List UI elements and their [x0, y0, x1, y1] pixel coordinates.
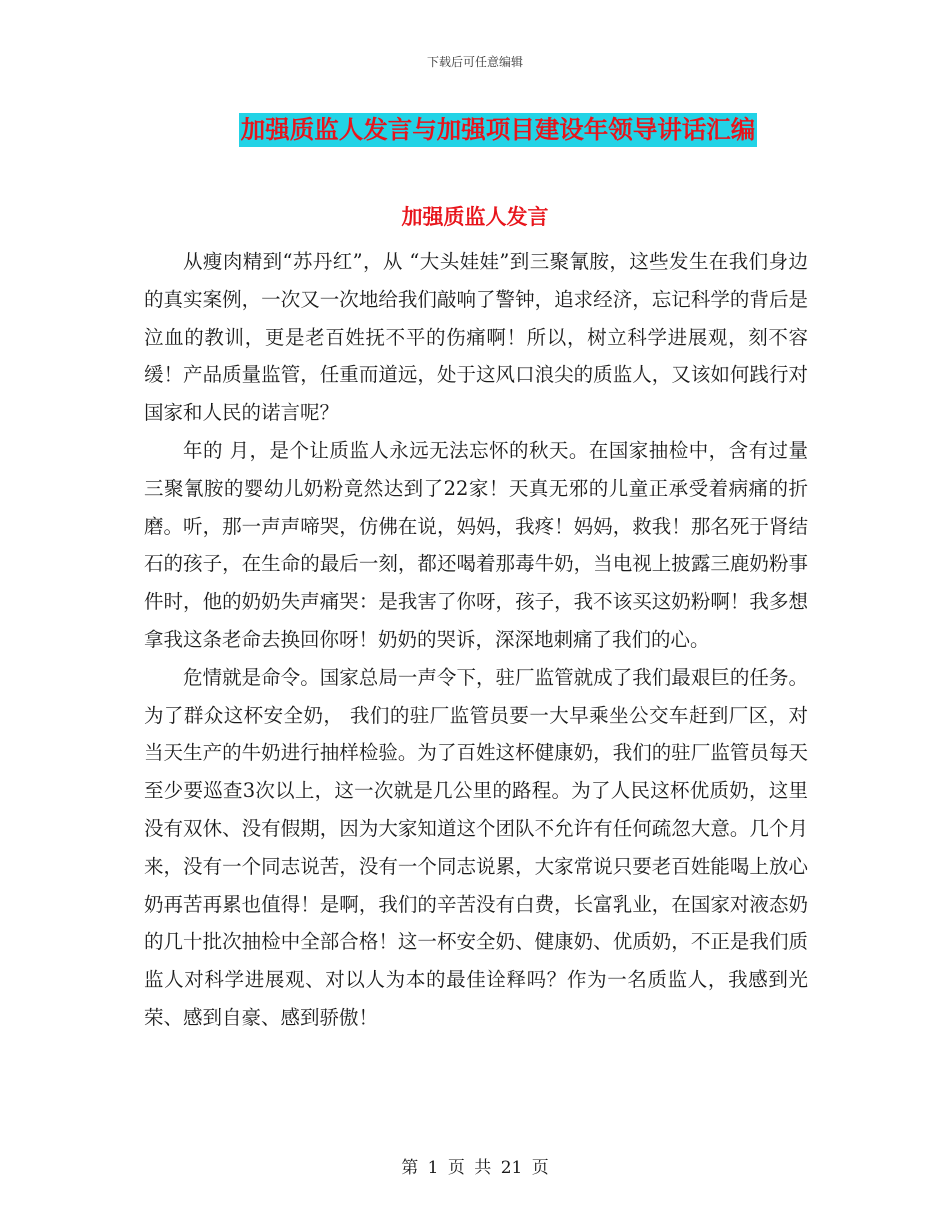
paragraph: 从瘦肉精到“苏丹红”，从 “大头娃娃”到三聚氰胺，这些发生在我们身边的真实案例，一次又一次地给我们敲响了警钟，追求经济，忘记科学的背后是泣血的教训，更是老百姓抚不平的伤痛啊！所以，树立科学进展观，刻不容缓！产品质量监管，任重而道远，处于这风口浪尖的质监人，又该如何践行对国家和人民的诺言呢？: [144, 250, 808, 425]
document-title: 加强质监人发言与加强项目建设年领导讲话汇编: [239, 113, 758, 147]
document-title-container: [0, 113, 950, 147]
paragraph: 危情就是命令。国家总局一声令下，驻厂监管就成了我们最艰巨的任务。为了群众这杯安全奶， 我们的驻厂监管员要一大早乘坐公交车赶到厂区，对当天生产的牛奶进行抽样检验。为了百姓这杯健康奶，我们的驻厂监管员每天至少要巡查3次以上，这一次就是几公里的路程。为了人民这杯优质奶，这里没有双休、没有假期，因为大家知道这个团队不允许有任何疏忽大意。几个月来，没有一个同志说苦，没有一个同志说累，大家常说只要老百姓能喝上放心奶再苦再累也值得！是啊，我们的辛苦没有白费，长富乳业，在国家对液态奶的几十批次抽检中全部合格！这一杯安全奶、健康奶、优质奶，不正是我们质监人对科学进展观、对以人为本的最佳诠释吗？作为一名质监人，我感到光荣、感到自豪、感到骄傲！: [144, 665, 808, 1029]
paragraph: 年的 月，是个让质监人永远无法忘怀的秋天。在国家抽检中，含有过量三聚氰胺的婴幼儿奶粉竟然达到了22家！天真无邪的儿童正承受着病痛的折磨。听，那一声声啼哭，仿佛在说，妈妈，我疼！妈妈，救我！那名死于肾结石的孩子，在生命的最后一刻，都还喝着那毒牛奶，当电视上披露三鹿奶粉事件时，他的奶奶失声痛哭：是我害了你呀，孩子，我不该买这奶粉啊！我多想拿我这条老命去换回你呀！奶奶的哭诉，深深地刺痛了我们的心。: [144, 438, 808, 651]
header-note: 下载后可任意编辑: [426, 55, 523, 69]
section-title: 加强质监人发言: [401, 205, 549, 229]
page-number-footer: 第 1 页 共 21 页: [401, 1158, 549, 1178]
body-text: [144, 243, 808, 1037]
